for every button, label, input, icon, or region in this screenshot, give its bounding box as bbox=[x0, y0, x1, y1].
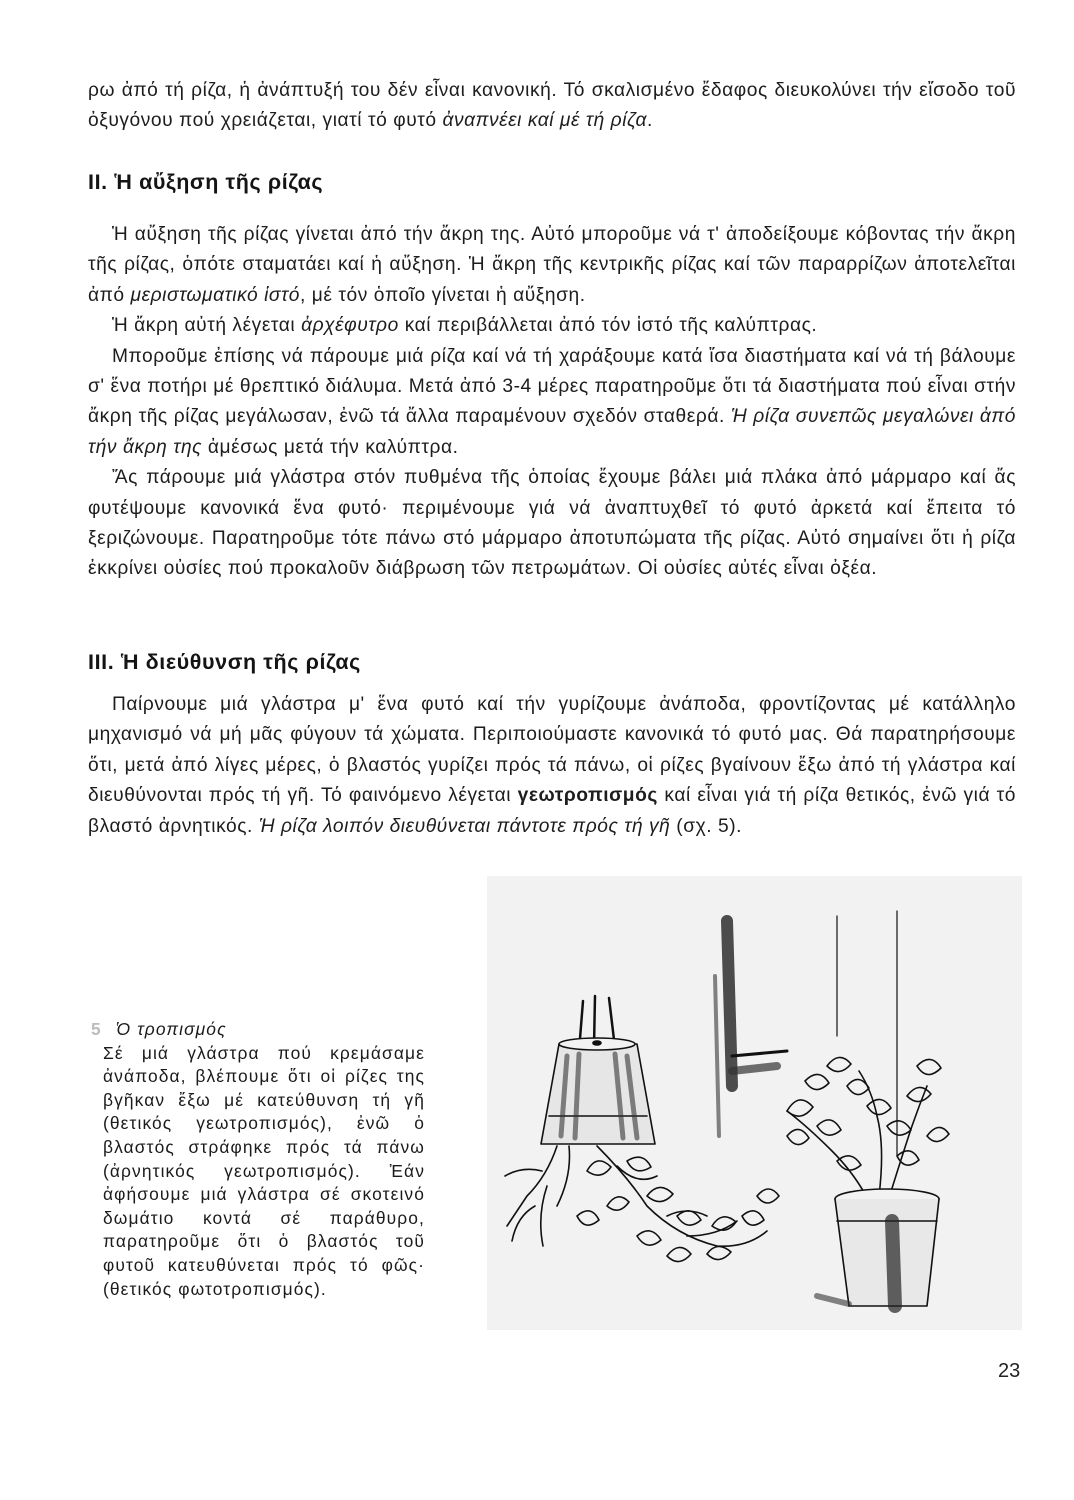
paragraph bbox=[88, 342, 1016, 464]
paragraph-text: καί εἶναι γιά τή ρίζα θετικός, ἐνῶ γιά τό βλαστό ἀρνητικός. bbox=[88, 785, 1016, 837]
plant-drawing-icon bbox=[487, 876, 1022, 1330]
emphasis-text: Ἡ ρίζα λοιπόν διευθύνεται πάντοτε πρός τή γῆ bbox=[258, 815, 671, 837]
emphasis-text: Ἡ ρίζα συνεπῶς μεγαλώνει ἀπό τήν ἄκρη της bbox=[88, 406, 1016, 458]
paragraph-text: (σχ. 5). bbox=[670, 815, 743, 837]
section-heading-root-growth: II. Ἡ αὔξηση τῆς ρίζας bbox=[88, 170, 324, 194]
paragraph bbox=[88, 463, 1016, 585]
section-2-body bbox=[88, 220, 1016, 585]
paragraph-text: Μποροῦμε ἐπίσης νά πάρουμε μιά ρίζα καί νά τή χαράξουμε κατά ἴσα διαστήματα καί νά τή βάλουμε σ' ἕνα ποτήρι μέ θρεπτικό διάλυμα. Μετά ἀπό 3-4 μέρες παρατηροῦμε ὅτι τά διαστήματα πού εἶναι στήν ἄκρη τῆς ρίζας μεγάλωσαν, ἐνῶ τά ἄλλα παραμένουν σχεδόν σταθερά. bbox=[88, 345, 1016, 428]
paragraph-text: καί περιβάλλεται ἀπό τόν ἱστό τῆς καλύπτρας. bbox=[398, 315, 818, 337]
paragraph-text: Ἄς πάρουμε μιά γλάστρα στόν πυθμένα τῆς ὁποίας ἔχουμε βάλει μιά πλάκα ἀπό μάρμαρο καί ἄς φυτέψουμε κανονικά ἕνα φυτό· περιμένουμε γιά νά ἀναπτυχθεῖ τό φυτό ἀρκετά καί ἔπειτα τό ξεριζώνουμε. Παρατηροῦμε τότε πάνω στό μάρμαρο ἀποτυπώματα τῆς ρίζας. Αὐτό σημαίνει ὅτι ἡ ρίζα ἐκκρίνει οὐσίες πού προκαλοῦν διάβρωση τῶν πετρωμάτων. Οἱ οὐσίες αὐτές εἶναι ὀξέα. bbox=[88, 467, 1016, 580]
paragraph bbox=[88, 311, 1016, 341]
figure-caption bbox=[91, 1018, 425, 1301]
emphasis-text: ἀναπνέει καί μέ τή ρίζα bbox=[442, 110, 647, 132]
paragraph-text: Παίρνουμε μιά γλάστρα μ' ἕνα φυτό καί τήν γυρίζουμε ἀνάποδα, φροντίζοντας μέ κατάλληλο μηχανισμό νά μή μᾶς φύγουν τά χώματα. Περιποιούμαστε κανονικά τό φυτό μας. Θά παρατηρήσουμε ὅτι, μετά ἀπό λίγες μέρες, ὁ βλαστός γυρίζει πρός τά πάνω, οἱ ρίζες βγαίνουν ἔξω ἀπό τή γλάστρα καί διευθύνονται πρός τή γῆ. Τό φαινόμενο λέγεται bbox=[88, 694, 1016, 807]
key-term: γεωτροπισμός bbox=[517, 785, 658, 807]
caption-title-line bbox=[91, 1018, 425, 1042]
figure-number: 5 bbox=[91, 1019, 102, 1039]
page-number: 23 bbox=[998, 1360, 1021, 1382]
section-3-paragraph bbox=[88, 690, 1016, 842]
emphasis-text: ἀρχέφυτρο bbox=[301, 315, 399, 337]
emphasis-text: μεριστωματικό ἱστό bbox=[130, 284, 300, 306]
paragraph-text: , μέ τόν ὁποῖο γίνεται ἡ αὔξηση. bbox=[300, 284, 586, 306]
paragraph-text: ἀμέσως μετά τήν καλύπτρα. bbox=[202, 436, 459, 458]
paragraph-text: . bbox=[646, 110, 653, 132]
tropism-illustration bbox=[487, 876, 1022, 1330]
paragraph-text: Ἡ αὔξηση τῆς ρίζας γίνεται ἀπό τήν ἄκρη της. Αὐτό μποροῦμε νά τ' ἀποδείξουμε κόβοντας τήν ἄκρη τῆς ρίζας, ὁπότε σταματάει καί ἡ αὔξηση. Ἡ ἄκρη τῆς κεντρικῆς ρίζας καί τῶν παραρρίζων ἀποτελεῖται ἀπό bbox=[88, 224, 1016, 306]
figure-title: Ὁ τροπισμός bbox=[115, 1019, 227, 1039]
paragraph-text: ρω ἀπό τή ρίζα, ἡ ἀνάπτυξή του δέν εἶναι κανονική. Τό σκαλισμένο ἔδαφος διευκολύνει τήν εἴσοδο τοῦ ὀξυγόνου πού χρειάζεται, γιατί τό φυτό bbox=[88, 80, 1016, 132]
section-heading-root-direction: III. Ἡ διεύθυνση τῆς ρίζας bbox=[88, 650, 361, 674]
paragraph bbox=[88, 220, 1016, 311]
caption-text: Σέ μιά γλάστρα πού κρεμάσαμε ἀνάποδα, βλέπουμε ὅτι οἱ ρίζες της βγῆκαν ἔξω μέ κατεύθυνση τή γῆ (θετικός γεωτροπισμός), ἐνῶ ὁ βλαστός στράφηκε πρός τά πάνω (ἀρνητικός γεωτροπισμός). Ἐάν ἀφήσουμε μιά γλάστρα σέ σκοτεινό δωμάτιο κοντά σέ παράθυρο, παρατηροῦμε ὅτι ὁ βλαστός τοῦ φυτοῦ κατευθύνεται πρός τό φῶς· (θετικός φωτοτροπισμός). bbox=[103, 1042, 425, 1299]
paragraph-text: Ἡ ἄκρη αὐτή λέγεται bbox=[112, 315, 302, 337]
continuation-paragraph bbox=[88, 76, 1016, 137]
